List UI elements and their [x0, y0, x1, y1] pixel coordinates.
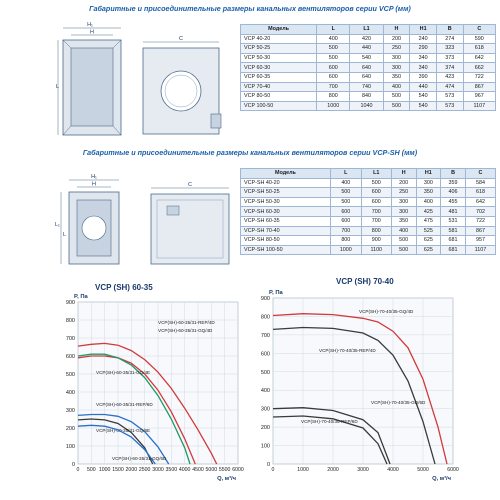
- dimension-cell: 967: [463, 92, 495, 102]
- series-label: VCP(SH)-70-40/35-GQ/6D: [371, 400, 426, 405]
- series-label: VCP(SH)-70-40/35-REP/6D: [301, 419, 358, 424]
- y-tick-label: 900: [65, 300, 75, 306]
- model-cell: VCP-SH 40-20: [241, 178, 331, 188]
- dimension-cell: 600: [361, 197, 391, 207]
- table-row: [241, 216, 496, 226]
- x-tick-label: 0: [76, 467, 80, 473]
- x-axis-label: Q, м³/ч: [217, 476, 236, 482]
- model-cell: VCP 80-50: [241, 92, 317, 102]
- dim-l: L: [63, 232, 67, 238]
- dim-l: L: [56, 84, 60, 90]
- dimension-cell: 640: [350, 63, 383, 73]
- series-label: VCP(SH)-60-35/31-GQ/4D: [158, 328, 213, 333]
- table-row: [241, 72, 496, 82]
- fan-inlet-circle: [161, 71, 201, 111]
- model-cell: VCP-SH 60-35: [241, 216, 331, 226]
- dim-h1: H₁: [91, 174, 97, 180]
- dimension-cell: 531: [441, 216, 466, 226]
- dimension-cell: 500: [361, 178, 391, 188]
- dimension-cell: 1000: [330, 245, 361, 255]
- dim-h1: H₁: [87, 22, 93, 28]
- table-row: [241, 34, 496, 44]
- y-tick-label: 300: [260, 406, 270, 413]
- model-cell: VCP 100-50: [241, 101, 317, 111]
- dimension-cell: 1000: [317, 101, 350, 111]
- table-row: [241, 44, 496, 54]
- y-tick-label: 800: [65, 318, 75, 324]
- dimension-cell: 250: [383, 44, 410, 54]
- dim-h: H: [92, 181, 96, 188]
- x-tick-label: 0: [271, 467, 275, 473]
- y-tick-label: 400: [65, 390, 75, 396]
- table-row: [241, 245, 496, 255]
- dimension-cell: 800: [361, 226, 391, 236]
- y-tick-label: 800: [260, 314, 270, 321]
- dimension-cell: 640: [350, 72, 383, 82]
- dimension-cell: 440: [410, 82, 437, 92]
- table-row: [241, 188, 496, 198]
- chart2-svg: [255, 286, 470, 488]
- x-tick-label: 500: [87, 467, 96, 473]
- series-label: VCP(SH)-60-35/31-GQ/6D: [112, 456, 167, 461]
- y-tick-label: 200: [260, 425, 270, 432]
- dim-c: C: [188, 182, 192, 188]
- dimension-cell: 840: [350, 92, 383, 102]
- table-row: [241, 92, 496, 102]
- model-cell: VCP 40-20: [241, 34, 317, 44]
- x-tick-label: 2000: [125, 467, 138, 473]
- dimension-cell: 440: [350, 44, 383, 54]
- y-tick-label: 0: [71, 462, 75, 468]
- dimension-cell: 702: [465, 207, 495, 217]
- dimension-cell: 240: [410, 34, 437, 44]
- dimension-cell: 867: [463, 82, 495, 92]
- y-axis-label: P, Па: [74, 294, 88, 300]
- y-tick-label: 300: [65, 408, 75, 414]
- dimension-cell: 500: [391, 245, 416, 255]
- dimension-cell: 800: [330, 236, 361, 246]
- y-tick-label: 600: [65, 354, 75, 360]
- series-label: VCP(SH)-70-40/35-REP/4D: [319, 348, 376, 353]
- dimension-cell: 681: [441, 236, 466, 246]
- dimension-cell: 350: [416, 188, 441, 198]
- dimension-cell: 1100: [361, 245, 391, 255]
- x-tick-label: 6000: [232, 467, 244, 473]
- dimension-cell: 500: [330, 197, 361, 207]
- dimension-cell: 290: [410, 44, 437, 54]
- vcp-sh-dimensions-table: [240, 168, 496, 255]
- series-label: VCP(SH)-60-35/31-GQ/4E: [96, 370, 151, 375]
- dimension-cell: 867: [465, 226, 495, 236]
- dimension-cell: 600: [330, 207, 361, 217]
- dimension-cell: 573: [436, 101, 463, 111]
- dimension-cell: 406: [441, 188, 466, 198]
- x-tick-label: 6000: [447, 467, 459, 473]
- chart2-title: VCP (SH) 70-40: [336, 277, 394, 286]
- dimension-cell: 600: [361, 188, 391, 198]
- dimension-cell: 250: [391, 188, 416, 198]
- y-tick-label: 100: [65, 444, 75, 450]
- dimension-cell: 425: [416, 207, 441, 217]
- model-cell: VCP-SH 60-30: [241, 207, 331, 217]
- model-cell: VCP 50-30: [241, 53, 317, 63]
- dimension-cell: 525: [416, 226, 441, 236]
- y-tick-label: 500: [260, 369, 270, 376]
- dimension-cell: 700: [330, 226, 361, 236]
- model-cell: VCP 60-30: [241, 63, 317, 73]
- table-row: [241, 63, 496, 73]
- dimension-cell: 1040: [350, 101, 383, 111]
- x-tick-label: 3000: [152, 467, 164, 473]
- dimension-cell: 475: [416, 216, 441, 226]
- vcp-sh-drawing: [55, 160, 245, 270]
- dimension-cell: 500: [317, 44, 350, 54]
- dimension-cell: 400: [416, 197, 441, 207]
- dimension-cell: 300: [391, 197, 416, 207]
- dimension-cell: 300: [383, 53, 410, 63]
- model-cell: VCP-SH 100-50: [241, 245, 331, 255]
- x-tick-label: 1500: [112, 467, 124, 473]
- model-cell: VCP 50-25: [241, 44, 317, 54]
- dimension-cell: 455: [441, 197, 466, 207]
- dimension-cell: 625: [416, 236, 441, 246]
- y-tick-label: 200: [65, 426, 75, 432]
- dimension-cell: 400: [317, 34, 350, 44]
- dimension-cell: 400: [330, 178, 361, 188]
- table-row: [241, 226, 496, 236]
- y-tick-label: 400: [260, 388, 270, 395]
- dimension-cell: 642: [463, 53, 495, 63]
- chart1-title: VCP (SH) 60-35: [95, 283, 153, 292]
- x-tick-label: 5000: [417, 467, 429, 473]
- dimension-cell: 390: [410, 72, 437, 82]
- section2-title: Габаритные и присоединительные размеры канальных вентиляторов серии VCP-SH (мм): [82, 148, 418, 157]
- dimension-cell: 800: [317, 92, 350, 102]
- dimension-cell: 400: [383, 82, 410, 92]
- model-cell: VCP-SH 50-30: [241, 197, 331, 207]
- vcp-drawing: [55, 18, 235, 138]
- y-axis-label: P, Па: [269, 290, 283, 296]
- dimension-cell: 590: [463, 34, 495, 44]
- dimension-cell: 642: [465, 197, 495, 207]
- dimension-cell: 200: [391, 178, 416, 188]
- dimension-cell: 1107: [463, 101, 495, 111]
- series-label: VCP(SH)-60-35/31-GQ/6E: [96, 428, 151, 433]
- dimension-cell: 625: [416, 245, 441, 255]
- x-tick-label: 1000: [98, 467, 111, 473]
- dimension-cell: 300: [416, 178, 441, 188]
- model-cell: VCP-SH 80-50: [241, 236, 331, 246]
- fan-wheel-icon: [82, 216, 106, 240]
- dimension-cell: 584: [465, 178, 495, 188]
- dimension-cell: 200: [383, 34, 410, 44]
- model-cell: VCP-SH 70-40: [241, 226, 331, 236]
- y-tick-label: 500: [65, 372, 75, 378]
- dimension-cell: 1107: [465, 245, 495, 255]
- dimension-cell: 274: [436, 34, 463, 44]
- dimension-cell: 323: [436, 44, 463, 54]
- dimension-cell: 573: [436, 92, 463, 102]
- dimension-cell: 700: [361, 216, 391, 226]
- dimension-cell: 373: [436, 53, 463, 63]
- dimension-cell: 600: [317, 72, 350, 82]
- dimension-cell: 681: [441, 245, 466, 255]
- dimension-cell: 600: [317, 63, 350, 73]
- table-row: [241, 101, 496, 111]
- dimension-cell: 350: [391, 216, 416, 226]
- dimension-cell: 359: [441, 178, 466, 188]
- x-tick-label: 5500: [218, 467, 231, 473]
- dim-c: C: [179, 36, 183, 42]
- x-tick-label: 2000: [327, 467, 339, 473]
- dimension-cell: 540: [410, 92, 437, 102]
- dimension-cell: 500: [383, 101, 410, 111]
- x-axis-label: Q, м³/ч: [432, 476, 451, 482]
- x-tick-label: 2500: [138, 467, 151, 473]
- dimension-cell: 600: [330, 216, 361, 226]
- dimension-cell: 618: [463, 44, 495, 54]
- dimension-cell: 900: [361, 236, 391, 246]
- dimension-cell: 662: [463, 63, 495, 73]
- y-tick-label: 700: [260, 332, 270, 339]
- dimension-cell: 500: [330, 188, 361, 198]
- table-header-row: Модель L L1 H H1 B C: [241, 169, 496, 179]
- dim-h: H: [90, 29, 94, 36]
- table-row: [241, 207, 496, 217]
- dimension-cell: 581: [441, 226, 466, 236]
- x-tick-label: 5000: [205, 467, 218, 473]
- y-tick-label: 100: [260, 443, 270, 450]
- dimension-cell: 300: [383, 63, 410, 73]
- vcp-dimensions-table: [240, 24, 496, 111]
- table-row: [241, 53, 496, 63]
- side-view-housing: [151, 194, 229, 264]
- x-tick-label: 3000: [357, 467, 369, 473]
- series-label: VCP(SH)-60-35/31-REP/4D: [158, 320, 215, 325]
- dimension-cell: 722: [463, 72, 495, 82]
- dimension-cell: 420: [350, 34, 383, 44]
- model-cell: VCP 70-40: [241, 82, 317, 92]
- x-tick-label: 4000: [178, 467, 191, 473]
- table-row: [241, 236, 496, 246]
- y-tick-label: 900: [260, 296, 270, 302]
- dimension-cell: 700: [361, 207, 391, 217]
- table-header-row: Модель L L1 H H1 B C: [241, 25, 496, 35]
- dimension-cell: 481: [441, 207, 466, 217]
- table-row: [241, 178, 496, 188]
- dim-l1: L₁: [55, 222, 60, 228]
- dimension-cell: 340: [410, 53, 437, 63]
- dimension-cell: 540: [410, 101, 437, 111]
- section1-title: Габаритные и присоединительные размеры канальных вентиляторов серии VCP (мм): [89, 4, 411, 13]
- series-label: VCP(SH)-70-40/35-GQ/4D: [359, 309, 414, 314]
- dimension-cell: 740: [350, 82, 383, 92]
- y-tick-label: 600: [260, 351, 270, 358]
- x-tick-label: 4000: [387, 467, 399, 473]
- table-row: [241, 197, 496, 207]
- model-cell: VCP-SH 50-25: [241, 188, 331, 198]
- terminal-box: [211, 114, 221, 128]
- x-tick-label: 3500: [165, 467, 178, 473]
- dimension-cell: 340: [410, 63, 437, 73]
- dimension-cell: 500: [391, 236, 416, 246]
- x-tick-label: 4500: [192, 467, 204, 473]
- dimension-cell: 374: [436, 63, 463, 73]
- dimension-cell: 722: [465, 216, 495, 226]
- dimension-cell: 540: [350, 53, 383, 63]
- series-label: VCP(SH)-60-35/31-REP/6D: [96, 402, 153, 407]
- terminal-box: [167, 206, 179, 215]
- y-tick-label: 700: [65, 336, 75, 342]
- model-cell: VCP 60-35: [241, 72, 317, 82]
- dimension-cell: 300: [391, 207, 416, 217]
- dimension-cell: 957: [465, 236, 495, 246]
- chart1-svg: [40, 292, 250, 492]
- dimension-cell: 700: [317, 82, 350, 92]
- dimension-cell: 474: [436, 82, 463, 92]
- dimension-cell: 618: [465, 188, 495, 198]
- dimension-cell: 500: [317, 53, 350, 63]
- table-row: [241, 82, 496, 92]
- dimension-cell: 500: [383, 92, 410, 102]
- y-tick-label: 0: [266, 462, 270, 468]
- dimension-cell: 350: [383, 72, 410, 82]
- dimension-cell: 400: [391, 226, 416, 236]
- x-tick-label: 1000: [297, 467, 309, 473]
- dimension-cell: 423: [436, 72, 463, 82]
